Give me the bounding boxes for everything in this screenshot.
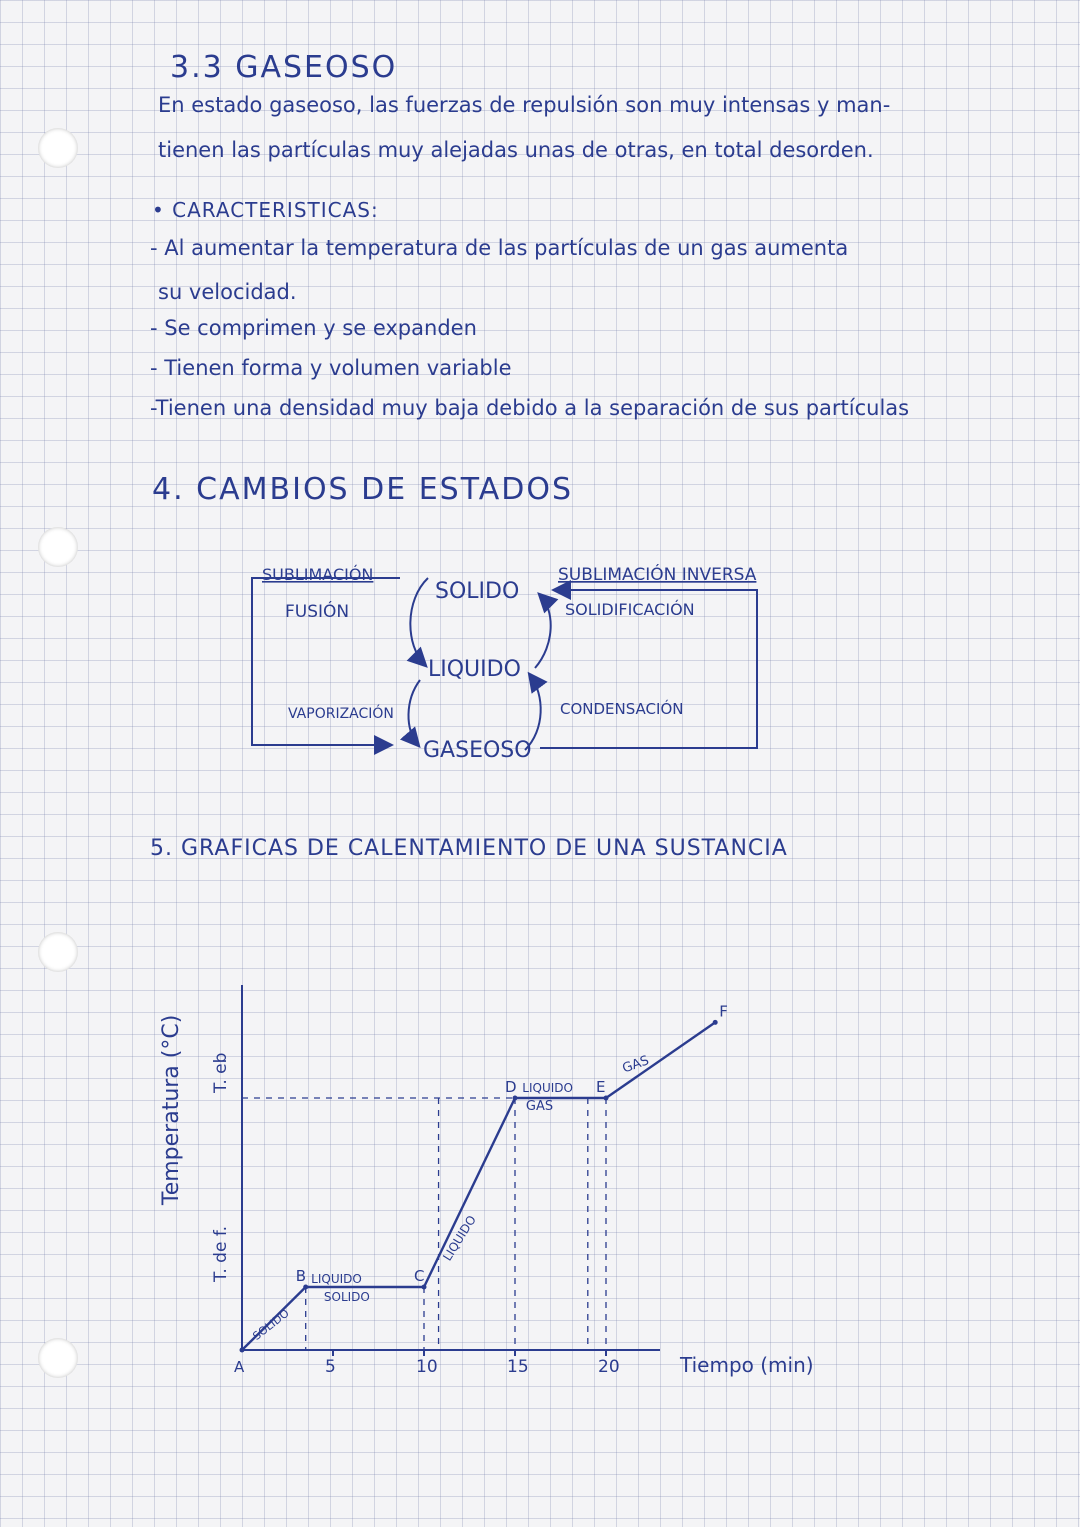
y-axis-label: Temperatura (°C) [159, 1014, 184, 1205]
section-heading-cambios: 4. CAMBIOS DE ESTADOS [152, 472, 573, 507]
curve-point [422, 1285, 427, 1290]
characteristic-item: su velocidad. [158, 280, 297, 304]
x-tick-label: 10 [416, 1357, 438, 1377]
curve-segment [606, 1022, 715, 1098]
x-tick-label: 5 [325, 1357, 336, 1377]
point-label: F [719, 1002, 728, 1021]
label-sublimacion-inversa: SUBLIMACIÓN INVERSA [558, 565, 757, 585]
point-label: A [234, 1358, 245, 1376]
curve-point [513, 1096, 518, 1101]
state-gaseoso: GASEOSO [423, 738, 532, 763]
segment-label: LIQUIDO [440, 1212, 479, 1264]
y-tick-label: T. eb [211, 1052, 231, 1093]
label-sublimacion: SUBLIMACIÓN [262, 565, 374, 584]
state-liquido: LIQUIDO [428, 657, 521, 682]
characteristic-item: -Tienen una densidad muy baja debido a la separación de sus partículas [150, 396, 910, 420]
curve-point [713, 1020, 718, 1025]
segment-label: GAS [620, 1053, 652, 1077]
label-condensacion: CONDENSACIÓN [560, 700, 684, 718]
point-label: E [596, 1078, 606, 1096]
y-tick-label: T. de f. [211, 1226, 231, 1282]
gaseoso-text-line-2: tienen las partículas muy alejadas unas de otras, en total desorden. [158, 138, 874, 162]
section-heading-gaseoso: 3.3 GASEOSO [170, 50, 398, 85]
segment-label: LIQUIDO [522, 1081, 573, 1095]
characteristic-item: - Se comprimen y se expanden [150, 316, 477, 340]
characteristic-item: - Al aumentar la temperatura de las partículas de un gas aumenta [150, 236, 849, 260]
point-label: C [414, 1267, 425, 1285]
curve-point [303, 1285, 308, 1290]
x-tick-label: 20 [598, 1357, 620, 1377]
gaseoso-text-line-1: En estado gaseoso, las fuerzas de repulsión son muy intensas y man- [158, 93, 891, 117]
segment-label: SOLIDO [250, 1306, 292, 1343]
point-label: B [295, 1267, 306, 1285]
point-label: D [505, 1078, 517, 1096]
segment-label: LIQUIDO [311, 1272, 362, 1286]
x-tick-label: 15 [507, 1357, 529, 1377]
section-heading-graficas: 5. GRAFICAS DE CALENTAMIENTO DE UNA SUSTANCIA [150, 836, 788, 861]
label-vaporizacion: VAPORIZACIÓN [288, 706, 394, 722]
label-solidificacion: SOLIDIFICACIÓN [565, 600, 695, 619]
x-axis-label: Tiempo (min) [680, 1353, 814, 1377]
segment-label: SOLIDO [323, 1290, 370, 1304]
curve-segment [424, 1098, 515, 1287]
state-solido: SOLIDO [435, 579, 520, 604]
label-fusion: FUSIÓN [285, 602, 350, 622]
curve-point [604, 1096, 609, 1101]
segment-label: GAS [525, 1099, 554, 1114]
characteristics-title: • CARACTERISTICAS: [152, 198, 379, 222]
characteristic-item: - Tienen forma y volumen variable [150, 356, 512, 380]
curve-point [240, 1348, 245, 1353]
